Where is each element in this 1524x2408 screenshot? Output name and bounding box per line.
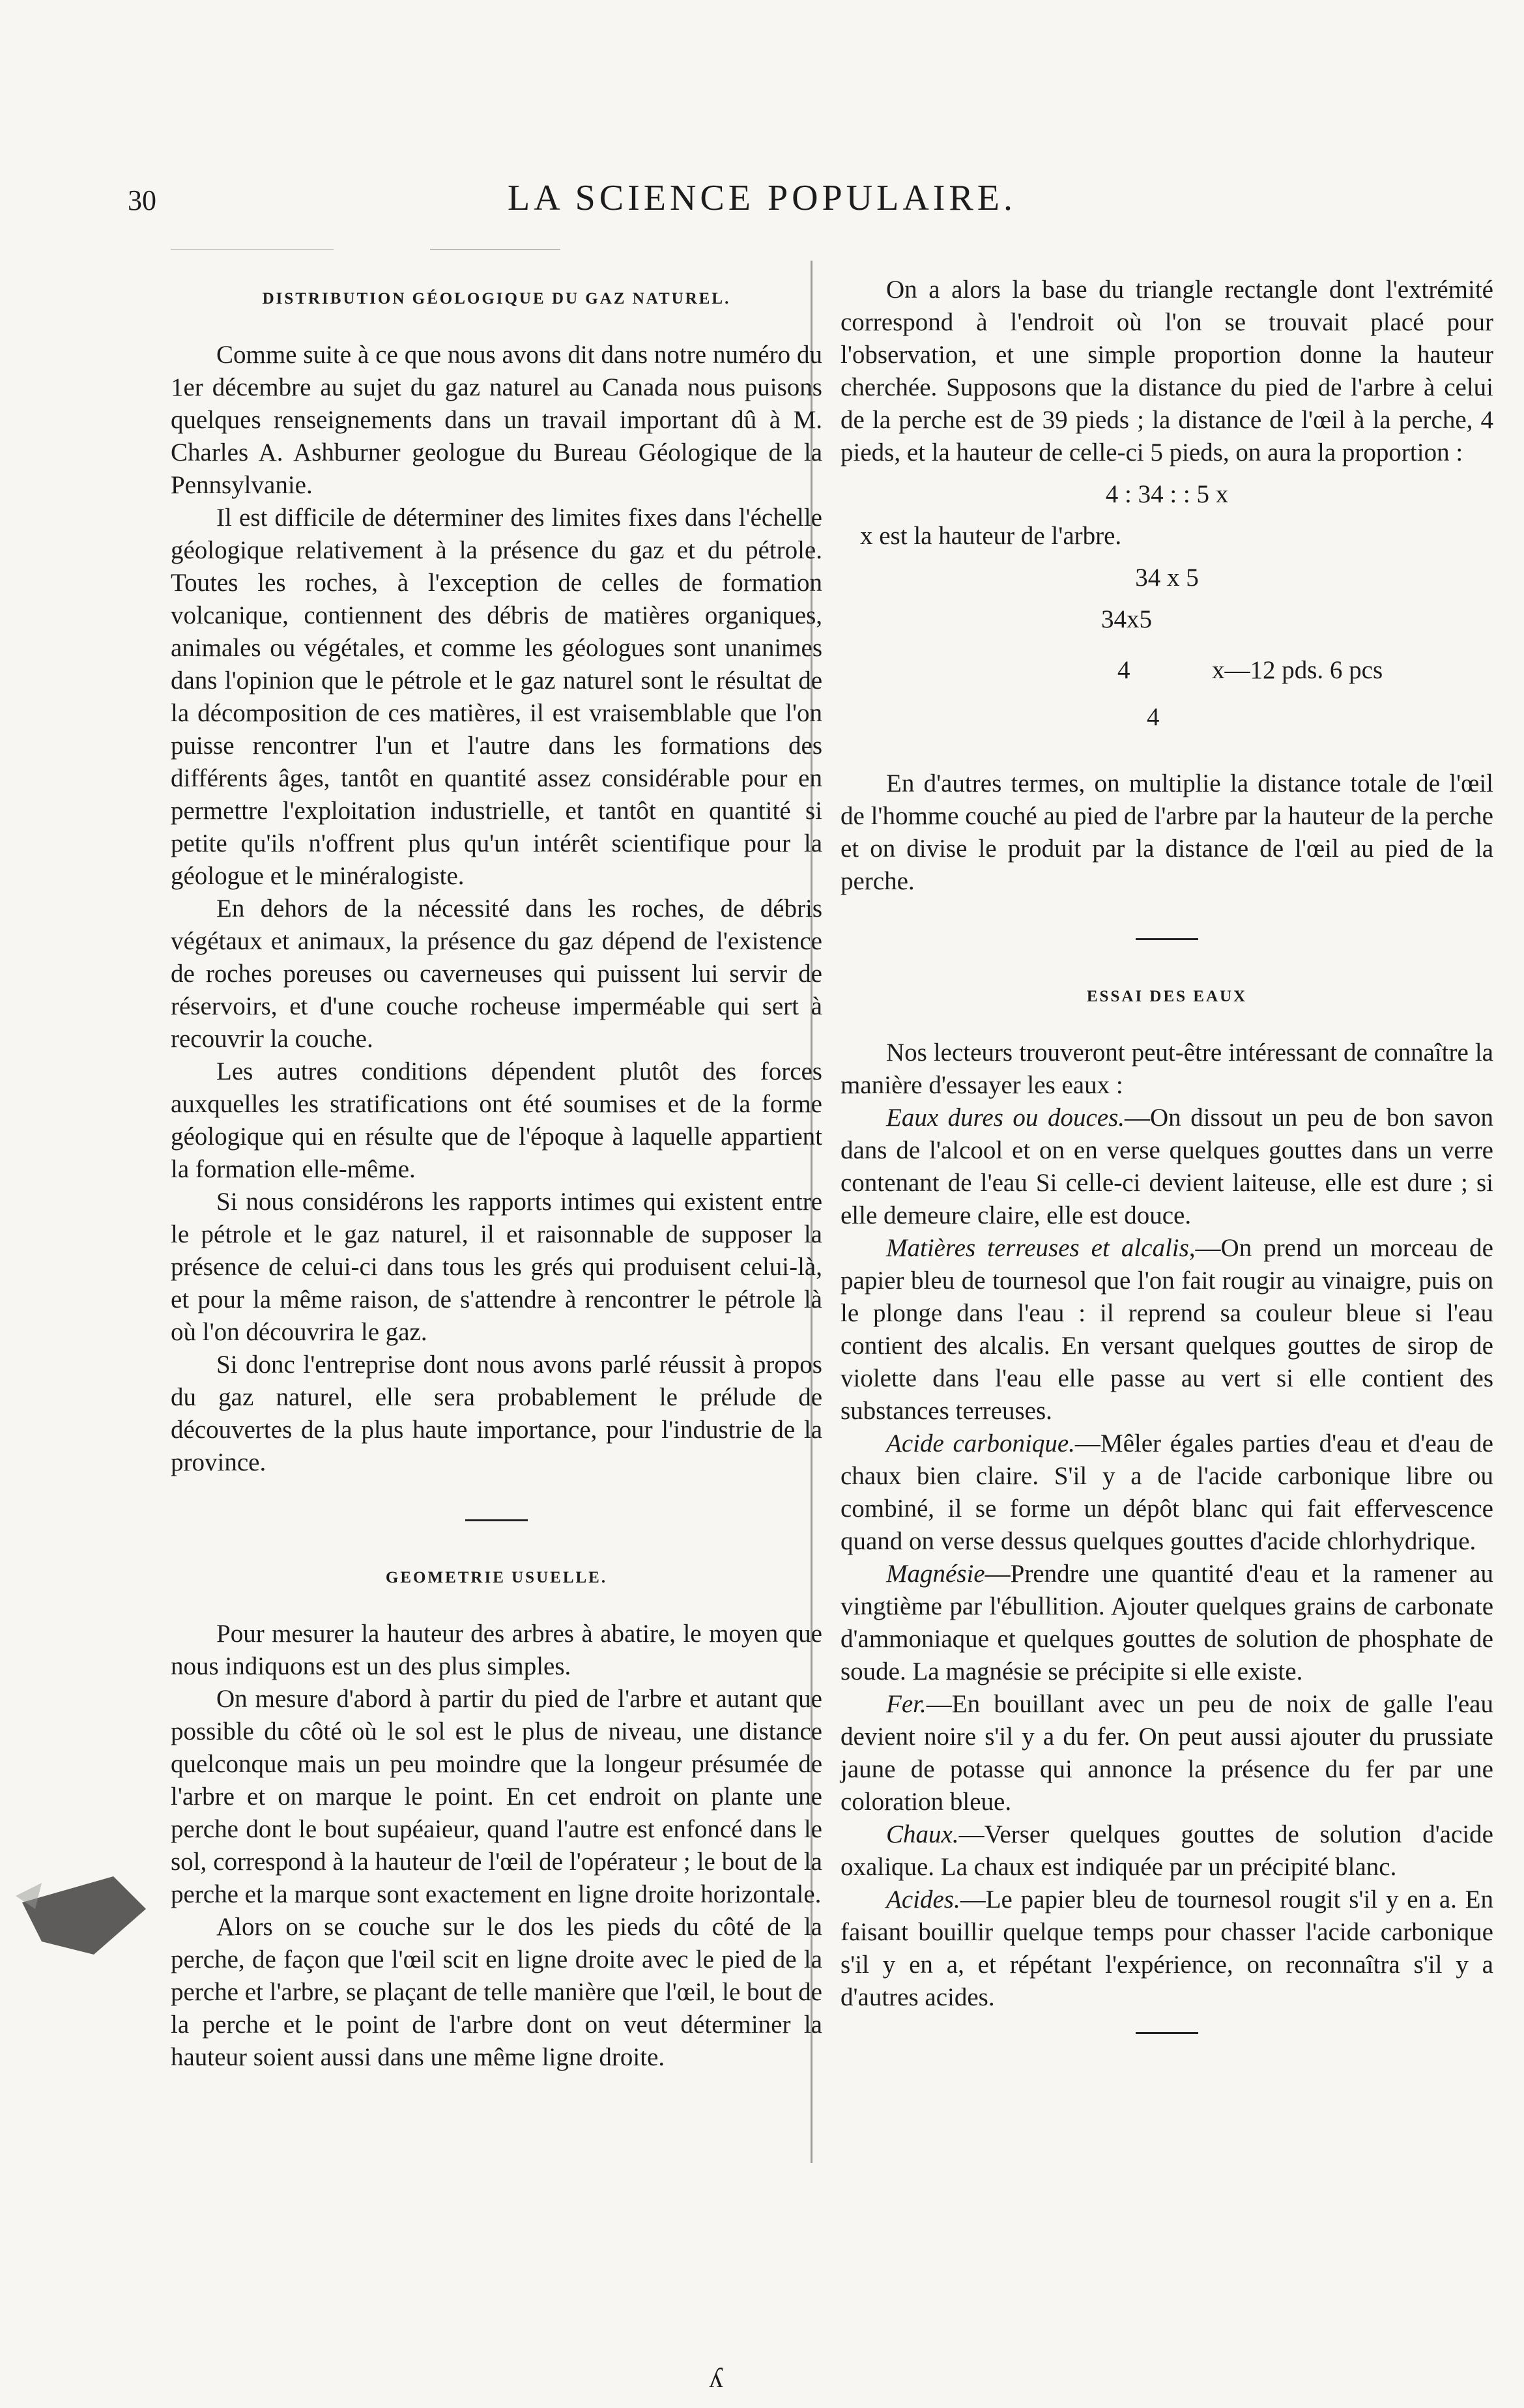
- water-test-item: [841, 1232, 1493, 1427]
- section-separator: [1136, 2032, 1198, 2034]
- item-text: —En bouillant avec un peu de noix de galle l'eau devient noire s'il y a du fer. On peut aussi ajouter du prussiate jaune de potasse qui annonce la présence du fer par une coloration bleue.: [841, 1690, 1493, 1816]
- section-title-gaz: DISTRIBUTION GÉOLOGIQUE DU GAZ NATUREL.: [262, 290, 731, 308]
- water-test-item: [841, 1558, 1493, 1688]
- scan-smudge-mark: [16, 1863, 152, 1961]
- right-column: [841, 274, 1493, 2074]
- item-label: Acide carbonique.: [886, 1429, 1075, 1457]
- section-title-eaux: ESSAI DES EAUX: [1086, 988, 1248, 1005]
- section-title-geometrie: GEOMETRIE USUELLE.: [385, 1569, 608, 1586]
- paragraph: Pour mesurer la hauteur des arbres à abatire, le moyen que nous indiquons est un des plus simples.: [171, 1620, 822, 1680]
- formula-product: 34 x 5: [1135, 564, 1199, 592]
- water-test-item: [841, 1427, 1493, 1558]
- bottom-ink-mark: ʎ: [709, 2362, 723, 2394]
- item-label: Magnésie: [886, 1560, 985, 1588]
- item-label: Acides.: [886, 1885, 960, 1914]
- running-title: LA SCIENCE POPULAIRE.: [508, 178, 1016, 218]
- formula-fraction: [841, 603, 1493, 753]
- paragraph: On mesure d'abord à partir du pied de l'arbre et autant que possible du côté où le sol est le plus de niveau, une distance quelconque mais un peu moindre que la longeur présumée de l'arbre et on marque le point. En cet endroit on plante une perche dont le bout supéaieur, quand l'autre est enfoncé dans le sol, correspond à la hauteur de l'œil de l'opérateur ; le bout de la perche et la marque sont exactement en ligne droite horizontale.: [171, 1685, 822, 1908]
- paragraph: Comme suite à ce que nous avons dit dans notre numéro du 1er décembre au sujet du gaz naturel au Canada nous puisons quelques renseignements dans un travail important dû à M. Charles A. Ashburner geologue du Bureau Géologique de la Pennsylvanie.: [171, 341, 822, 499]
- paragraph: Les autres conditions dépendent plutôt des forces auxquelles les stratifications ont été soumises et de la forme géologique qui en résulte que de l'époque à laquelle appartient la formation elle-même.: [171, 1057, 822, 1183]
- paragraph: En d'autres termes, on multiplie la distance totale de l'œil de l'homme couché au pied de l'arbre par la hauteur de la perche et on divise le produit par la distance de l'œil au pied de la perche.: [841, 769, 1493, 895]
- proportion-formula: 4 : 34 : : 5 x: [1105, 480, 1229, 508]
- fraction-numerator: 34x5: [1101, 605, 1152, 633]
- water-test-item: [841, 1884, 1493, 2014]
- section-separator: [465, 1519, 528, 1521]
- paragraph: Il est difficile de déterminer des limites fixes dans l'échelle géologique relativement à la présence du gaz et du pétrole. Toutes les roches, à l'exception de celles de formation volcanique, contiennent des débris de matières organiques, animales ou végétales, et comme les géologues sont unanimes dans l'opinion que le pétrole et le gaz naturel sont le résultat de la décomposition de ces matières, il est vraisemblable que l'on puisse rencontrer l'un et l'autre dans les formations des différents âges, tantôt en quantité assez considérable pour en permettre l'exploitation industrielle, et tantôt en quantité si petite qu'ils n'offrent plus qu'un intérêt scientifique pour la géologue et le minéralogiste.: [171, 504, 822, 890]
- paragraph: x est la hauteur de l'arbre.: [860, 522, 1122, 550]
- water-test-item: [841, 1102, 1493, 1232]
- header-rule-left: [171, 249, 334, 250]
- fraction-result: x—12 pds. 6 pcs: [1212, 656, 1383, 684]
- paragraph: En dehors de la nécessité dans les roches, de débris végétaux et animaux, la présence du gaz dépend de l'existence de roches poreuses ou caverneuses qui puissent lui servir de réservoirs, et d'une couche rocheuse imperméable qui sert à recouvrir la couche.: [171, 895, 822, 1053]
- item-label: Chaux.: [886, 1820, 959, 1848]
- paragraph: On a alors la base du triangle rectangle dont l'extrémité correspond à l'endroit où l'on se trouvait placé pour l'observation, et une simple proportion donne la hauteur cherchée. Supposons que la distance du pied de l'arbre à celui de la perche est de 39 pieds ; la distance de l'œil à la perche, 4 pieds, et la hauteur de celle-ci 5 pieds, on aura la proportion :: [841, 276, 1493, 466]
- item-text: —On prend un morceau de papier bleu de tournesol que l'on fait rougir au vinaigre, puis on le plonge dans l'eau : il reprend sa couleur bleue si l'eau contient des alcalis. En versant quelques gouttes de sirop de violette dans l'eau elle passe au vert si elle contient des substances terreuses.: [841, 1234, 1493, 1425]
- item-text: —Le papier bleu de tournesol rougit s'il y en a. En faisant bouillir quelque temps pour chasser l'acide carbonique s'il y en a, et répétant l'expérience, on reconnaîtra s'il y a d'autres acides.: [841, 1885, 1493, 2011]
- fraction-middle: 4: [1117, 656, 1130, 684]
- item-label: Matières terreuses et alcalis,: [886, 1234, 1196, 1262]
- paragraph: Nos lecteurs trouveront peut-être intéressant de connaître la manière d'essayer les eaux :: [841, 1039, 1493, 1099]
- item-text: —On dissout un peu de bon savon dans de l'alcool et on en verse quelques gouttes dans un verre contenant de l'eau Si celle-ci devient laiteuse, elle est dure ; si elle demeure claire, elle est douce.: [841, 1104, 1493, 1229]
- water-test-item: [841, 1688, 1493, 1818]
- fraction-denominator: 4: [1147, 703, 1160, 731]
- header-rule-mid: [430, 249, 560, 250]
- paragraph: Si donc l'entreprise dont nous avons parlé réussit à propos du gaz naturel, elle sera probablement le prélude de découvertes de la plus haute importance, pour l'industrie de la province.: [171, 1351, 822, 1476]
- page-number: 30: [128, 184, 156, 216]
- item-text: —Mêler égales parties d'eau et d'eau de chaux bien claire. S'il y a de l'acide carbonique libre ou combiné, il se forme un dépôt blanc qui fait effervescence quand on verse dessus quelques gouttes d'acide chlorhydrique.: [841, 1429, 1493, 1555]
- section-separator: [1136, 938, 1198, 940]
- item-label: Eaux dures ou douces.: [886, 1104, 1125, 1132]
- left-column: [171, 274, 822, 2074]
- water-test-item: [841, 1818, 1493, 1884]
- item-label: Fer.: [886, 1690, 927, 1718]
- item-text: —Prendre une quantité d'eau et la ramener au vingtième par l'ébullition. Ajouter quelques grains de carbonate d'ammoniaque et quelques gouttes de solution de phosphate de soude. La magnésie se précipite si elle existe.: [841, 1560, 1493, 1685]
- item-text: —Verser quelques gouttes de solution d'acide oxalique. La chaux est indiquée par un précipité blanc.: [841, 1820, 1493, 1881]
- paragraph: Alors on se couche sur le dos les pieds du côté de la perche, de façon que l'œil scit en ligne droite avec le pied de la perche et l'arbre, se plaçant de telle manière que l'œil, le bout de la perche et le point de l'arbre dont on veut déterminer la hauteur soient aussi dans une même ligne droite.: [171, 1913, 822, 2071]
- paragraph: Si nous considérons les rapports intimes qui existent entre le pétrole et le gaz naturel, il et raisonnable de supposer la présence de celui-ci dans tous les grés qui produisent celui-là, et pour la même raison, de s'attendre à rencontrer le pétrole là où l'on découvrira le gaz.: [171, 1188, 822, 1346]
